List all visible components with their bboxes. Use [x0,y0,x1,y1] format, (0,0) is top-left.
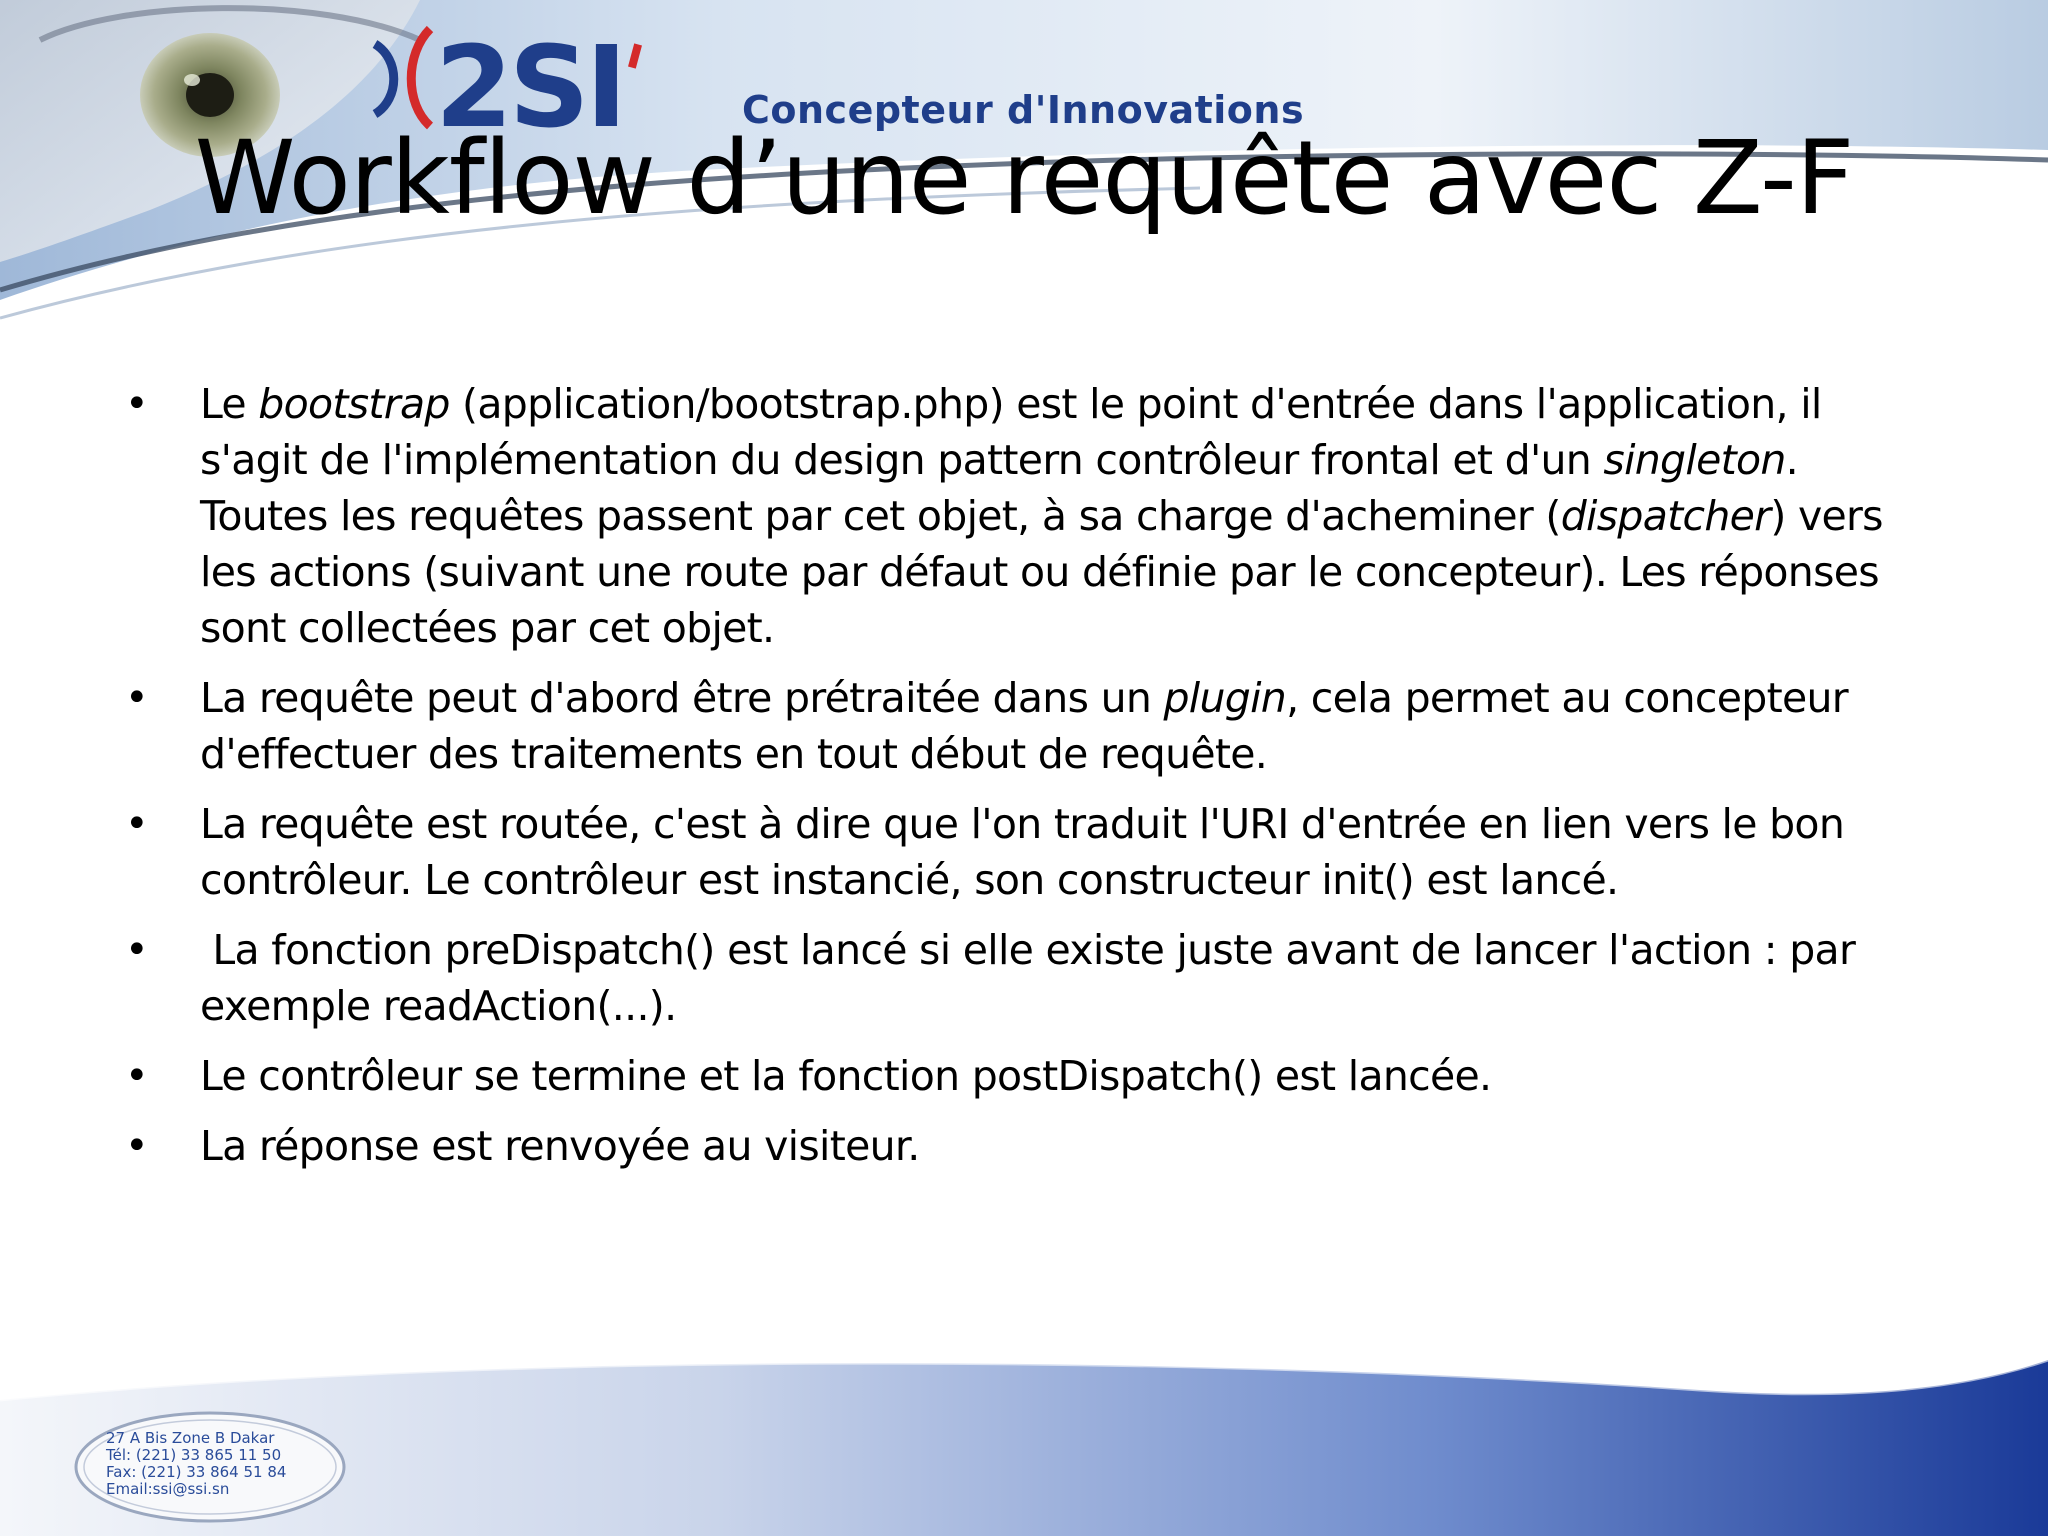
bullet-dot-icon: • [125,675,148,721]
email-line: Email:ssi@ssi.sn [106,1480,230,1498]
company-logo [355,14,685,134]
bullet-dot-icon: • [125,381,148,427]
phone-line: Tél: (221) 33 865 11 50 [106,1446,282,1464]
bullet-item [120,1118,1910,1174]
company-tagline: Concepteur d'Innovations [742,88,1305,132]
bullet-text: La requête peut d'abord être prétraitée dans un plugin, cela permet au concepteur d'effectuer des traitements en tout début de requête. [200,674,1848,778]
bullet-list [120,376,1910,1188]
fax-line: Fax: (221) 33 864 51 84 [106,1463,287,1481]
address-line: 27 A Bis Zone B Dakar [106,1429,275,1447]
bullet-dot-icon: • [125,1123,148,1169]
bullet-dot-icon: • [125,1053,148,1099]
bullet-text: La fonction preDispatch() est lancé si elle existe juste avant de lancer l'action : par exemple readAction(...). [200,926,1868,1030]
bullet-item [120,670,1910,782]
bullet-item [120,922,1910,1034]
bullet-item [120,376,1910,656]
bullet-text: La réponse est renvoyée au visiteur. [200,1122,920,1170]
bullet-text: Le bootstrap (application/bootstrap.php) est le point d'entrée dans l'application, il s'agit de l'implémentation du design pattern contrôleur frontal et d'un singleton. Toutes les requêtes passent par cet objet, à sa charge d'acheminer (dispatcher) vers les actions (suivant une route par défaut ou définie par le concepteur). Les réponses sont collectées par cet objet. [200,380,1883,652]
bullet-text: La requête est routée, c'est à dire que l'on traduit l'URI d'entrée en lien vers le bon contrôleur. Le contrôleur est instancié, son constructeur init() est lancé. [200,800,1845,904]
slide-title: Workflow d’une requête avec Z-F [194,119,1854,238]
bullet-text: Le contrôleur se termine et la fonction postDispatch() est lancée. [200,1052,1492,1100]
bullet-dot-icon: • [125,927,148,973]
bullet-dot-icon: • [125,801,148,847]
logo-text: 2SI [435,23,624,134]
bullet-item [120,796,1910,908]
bullet-item [120,1048,1910,1104]
address-badge [70,1408,350,1526]
address-text [106,1430,286,1498]
